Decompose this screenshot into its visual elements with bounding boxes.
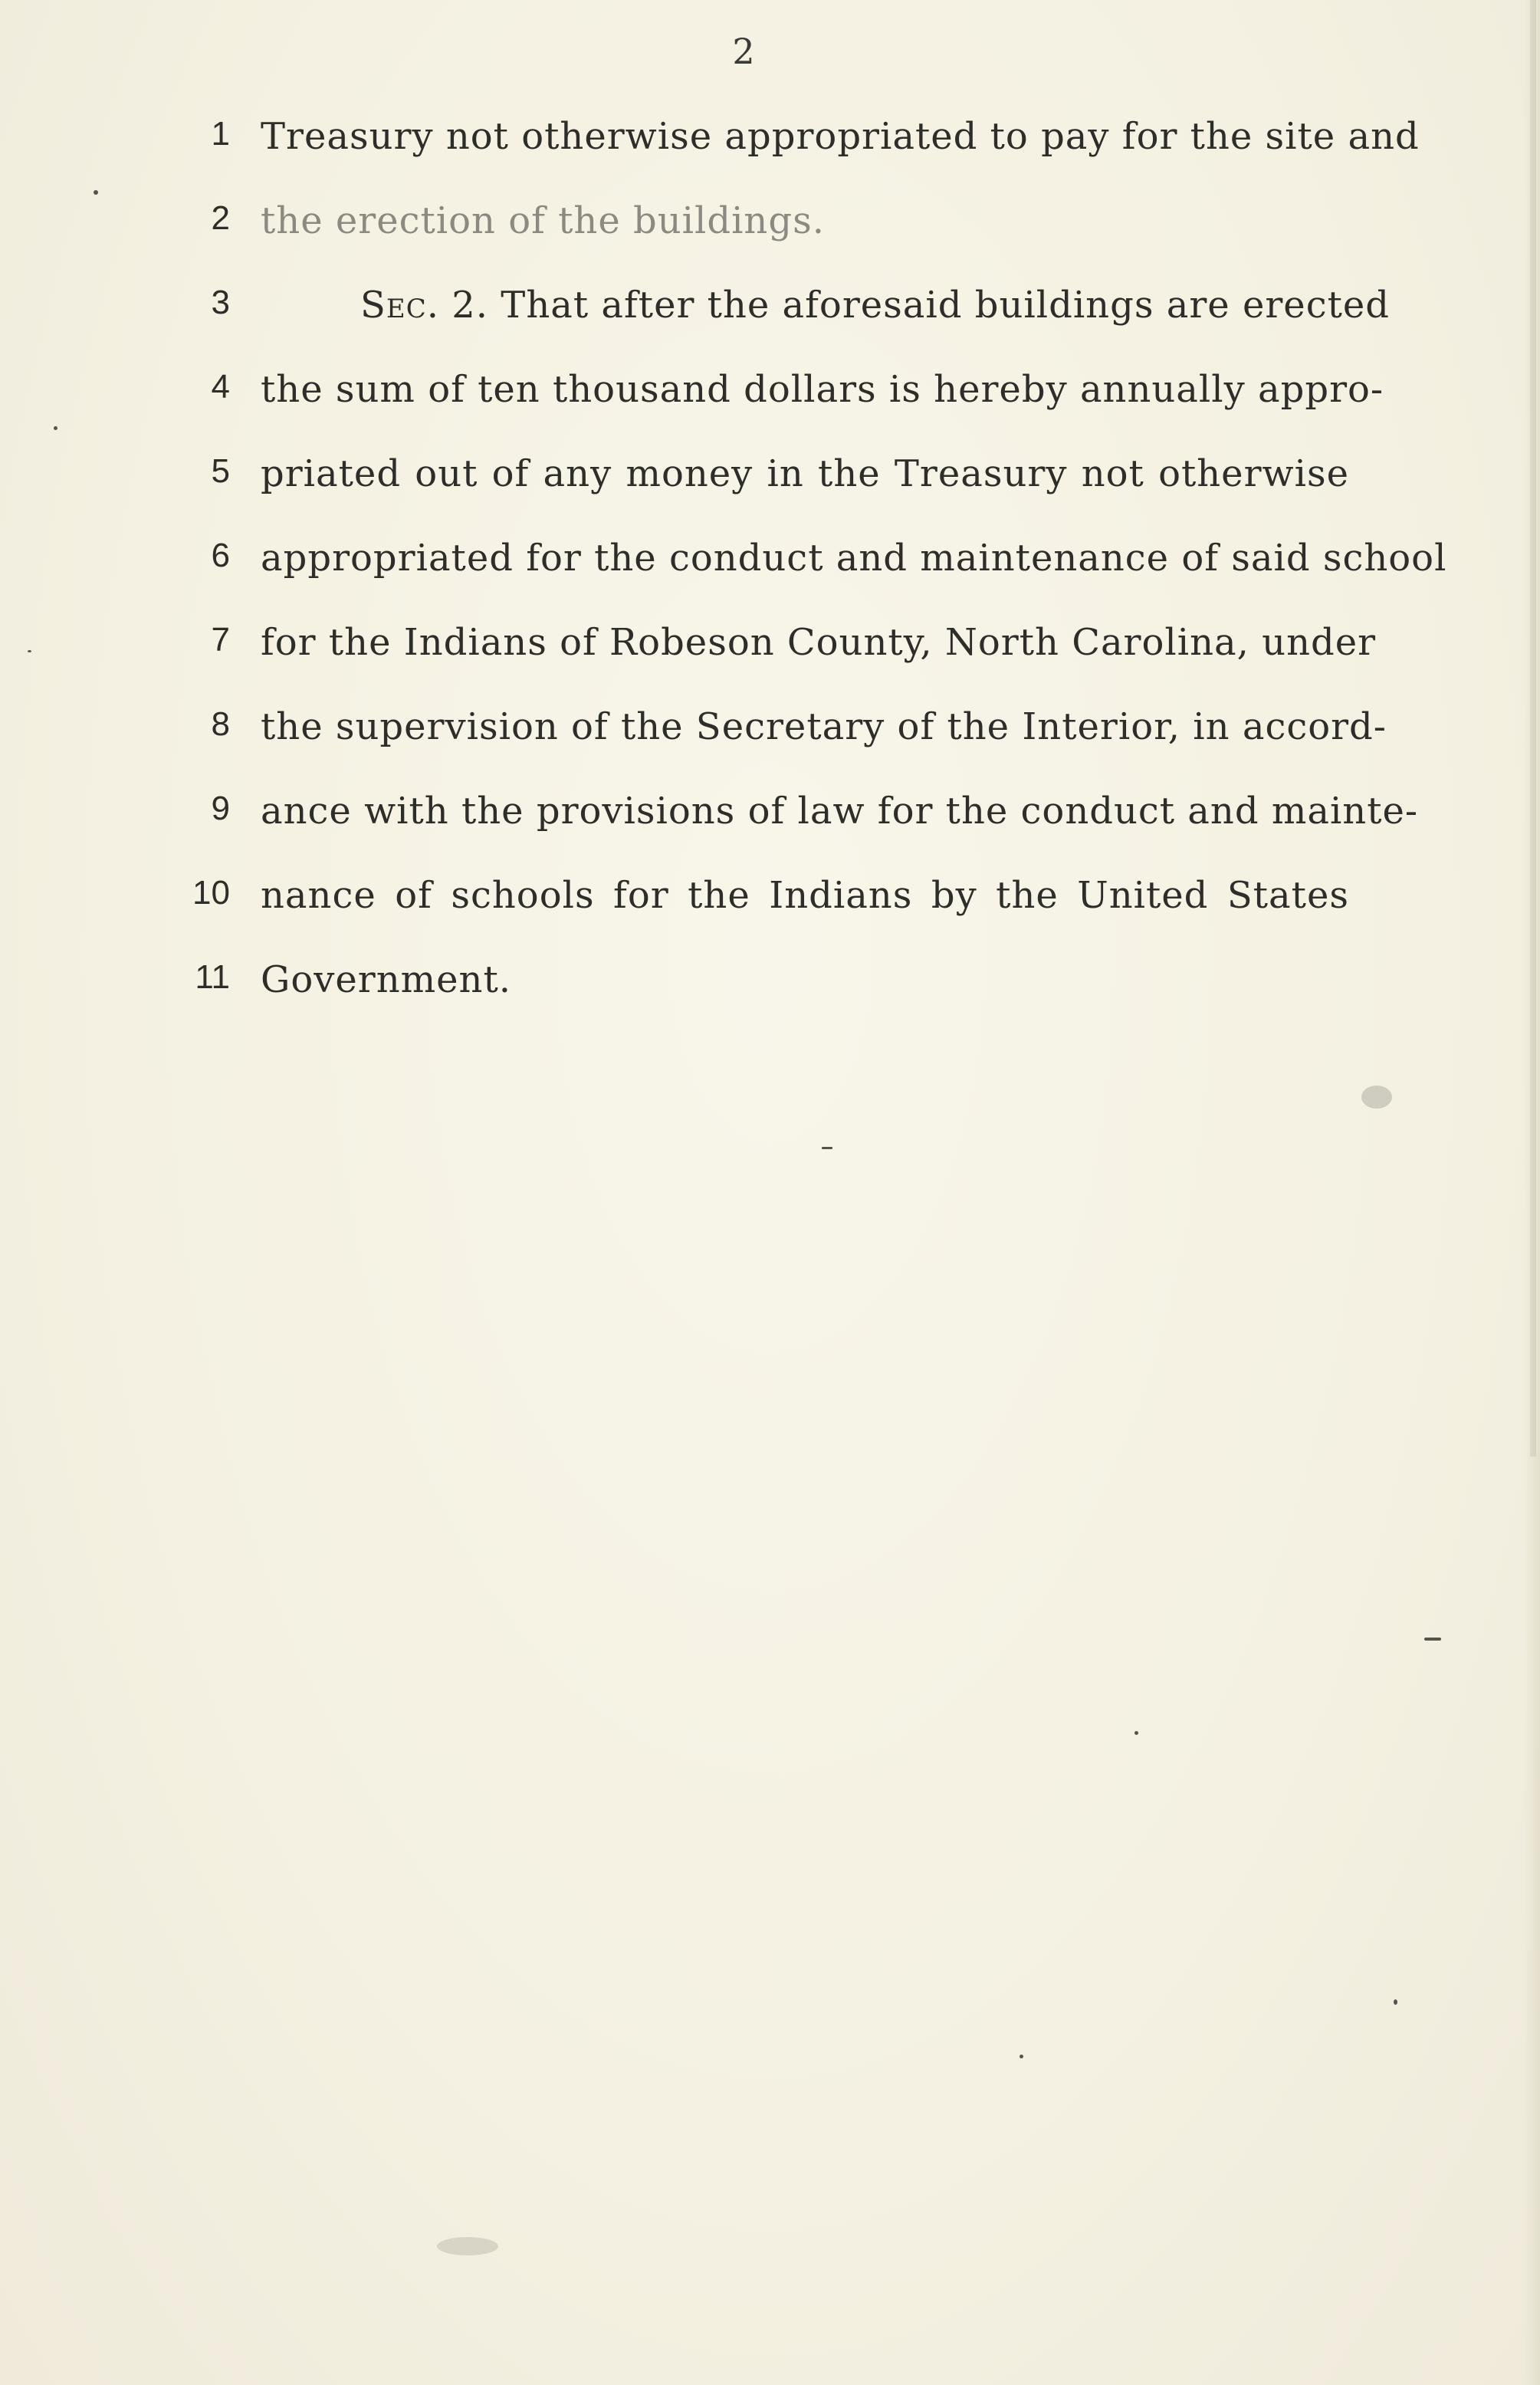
scan-speck [94,190,98,195]
page-number: 2 [732,31,755,72]
bill-line [0,621,1540,705]
scan-speck [1134,1731,1138,1735]
scan-speck [1530,0,1536,1457]
scan-speck [1361,1086,1392,1109]
line-number: 11 [195,958,230,996]
line-number: 8 [211,705,230,743]
line-number: 2 [211,199,230,237]
bill-line [0,537,1540,621]
line-text: nance of schools for the Indians by the United States [261,874,1349,917]
bill-line [0,790,1540,874]
line-number: 3 [211,284,230,321]
line-text: Government. [261,958,512,1001]
scan-speck [437,2237,498,2255]
line-text: Treasury not otherwise appropriated to pay for the site and [261,115,1420,158]
line-text: the erection of the buildings. [261,199,825,242]
scan-speck [54,426,57,430]
scan-speck [1020,2055,1023,2058]
bill-line [0,199,1540,284]
bill-line [0,115,1540,199]
line-number: 7 [211,621,230,659]
scan-speck [28,650,31,652]
scan-speck [1424,1638,1441,1641]
bill-line [0,284,1540,368]
scan-speck [822,1147,832,1149]
line-number: 4 [211,368,230,406]
line-number: 9 [211,790,230,827]
bill-line [0,452,1540,537]
line-number: 10 [192,874,230,912]
line-text: priated out of any money in the Treasury not otherwise [261,452,1349,495]
line-text: appropriated for the conduct and maintenance of said school [261,537,1447,580]
section-text: That after the aforesaid buildings are erected [501,284,1390,327]
line-number: 1 [211,115,230,153]
line-number: 6 [211,537,230,574]
line-text: the supervision of the Secretary of the Interior, in accord- [261,705,1387,748]
line-text: ance with the provisions of law for the conduct and mainte- [261,790,1419,833]
bill-line [0,958,1540,1043]
bill-line [0,705,1540,790]
line-text: for the Indians of Robeson County, North Carolina, under [261,621,1377,664]
line-number: 5 [211,452,230,490]
section-label: Sec. 2. [360,284,489,327]
line-text: the sum of ten thousand dollars is hereby annually appro- [261,368,1384,411]
scan-speck [1394,1999,1397,2005]
bill-line [0,874,1540,958]
line-text [360,284,1390,327]
bill-line [0,368,1540,452]
